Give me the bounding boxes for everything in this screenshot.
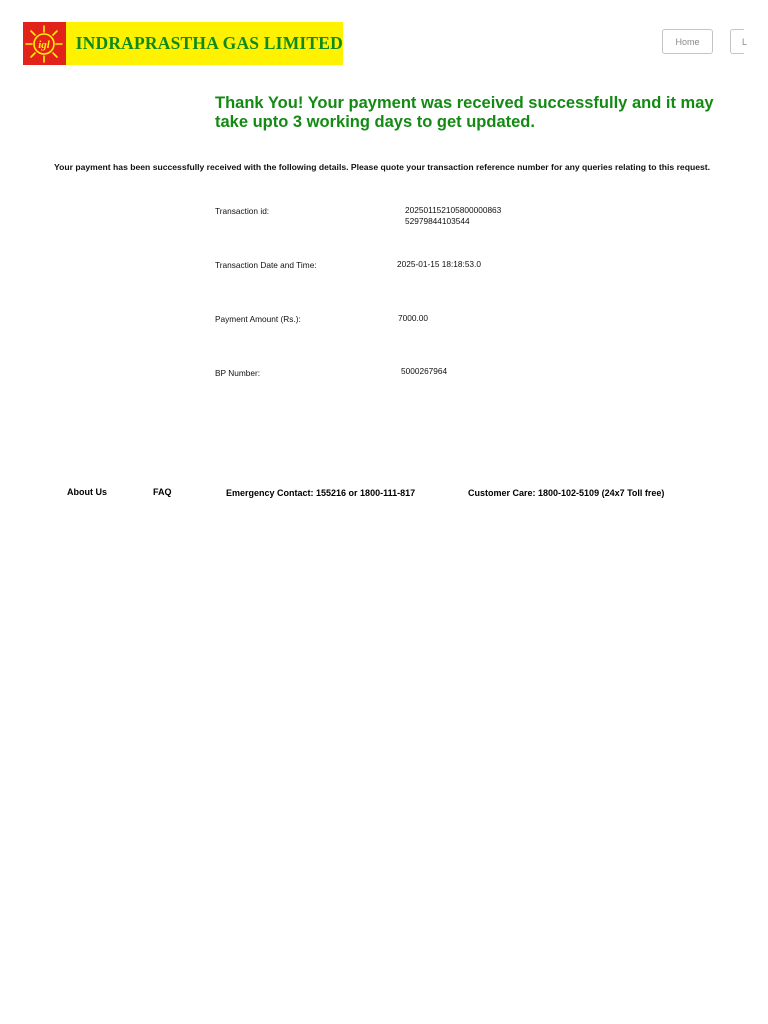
datetime-value: 2025-01-15 18:18:53.0 [397, 259, 481, 269]
payment-info-text: Your payment has been successfully received with the following details. Please quote your transaction reference number for any queries relating to this request. [54, 162, 711, 172]
transaction-id-value [405, 205, 501, 226]
bp-number-label: BP Number: [215, 368, 261, 378]
emergency-contact: Emergency Contact: 155216 or 1800-111-817 [226, 488, 416, 498]
datetime-label: Transaction Date and Time: [215, 260, 317, 270]
igl-flame-icon [23, 22, 66, 65]
transaction-id-line2: 52979844103544 [405, 215, 470, 226]
svg-text:igl: igl [38, 38, 51, 51]
customer-care: Customer Care: 1800-102-5109 (24x7 Toll free) [468, 488, 665, 498]
success-title: Thank You! Your payment was received successfully and it may take upto 3 working days to get updated. [215, 94, 714, 131]
igl-logo[interactable] [23, 22, 343, 65]
bp-number-value: 5000267964 [401, 366, 448, 376]
about-us-link[interactable]: About Us [67, 487, 107, 497]
transaction-id-label: Transaction id: [215, 206, 270, 216]
amount-value: 7000.00 [398, 313, 428, 323]
home-button[interactable]: Home [662, 29, 713, 54]
nav-button-partial[interactable]: L [730, 29, 744, 54]
amount-label: Payment Amount (Rs.): [215, 314, 301, 324]
faq-link[interactable]: FAQ [153, 487, 172, 497]
transaction-id-line1: 20250115210580000086​3 [405, 205, 502, 215]
company-name: INDRAPRASTHA GAS LIMITED [75, 33, 343, 53]
